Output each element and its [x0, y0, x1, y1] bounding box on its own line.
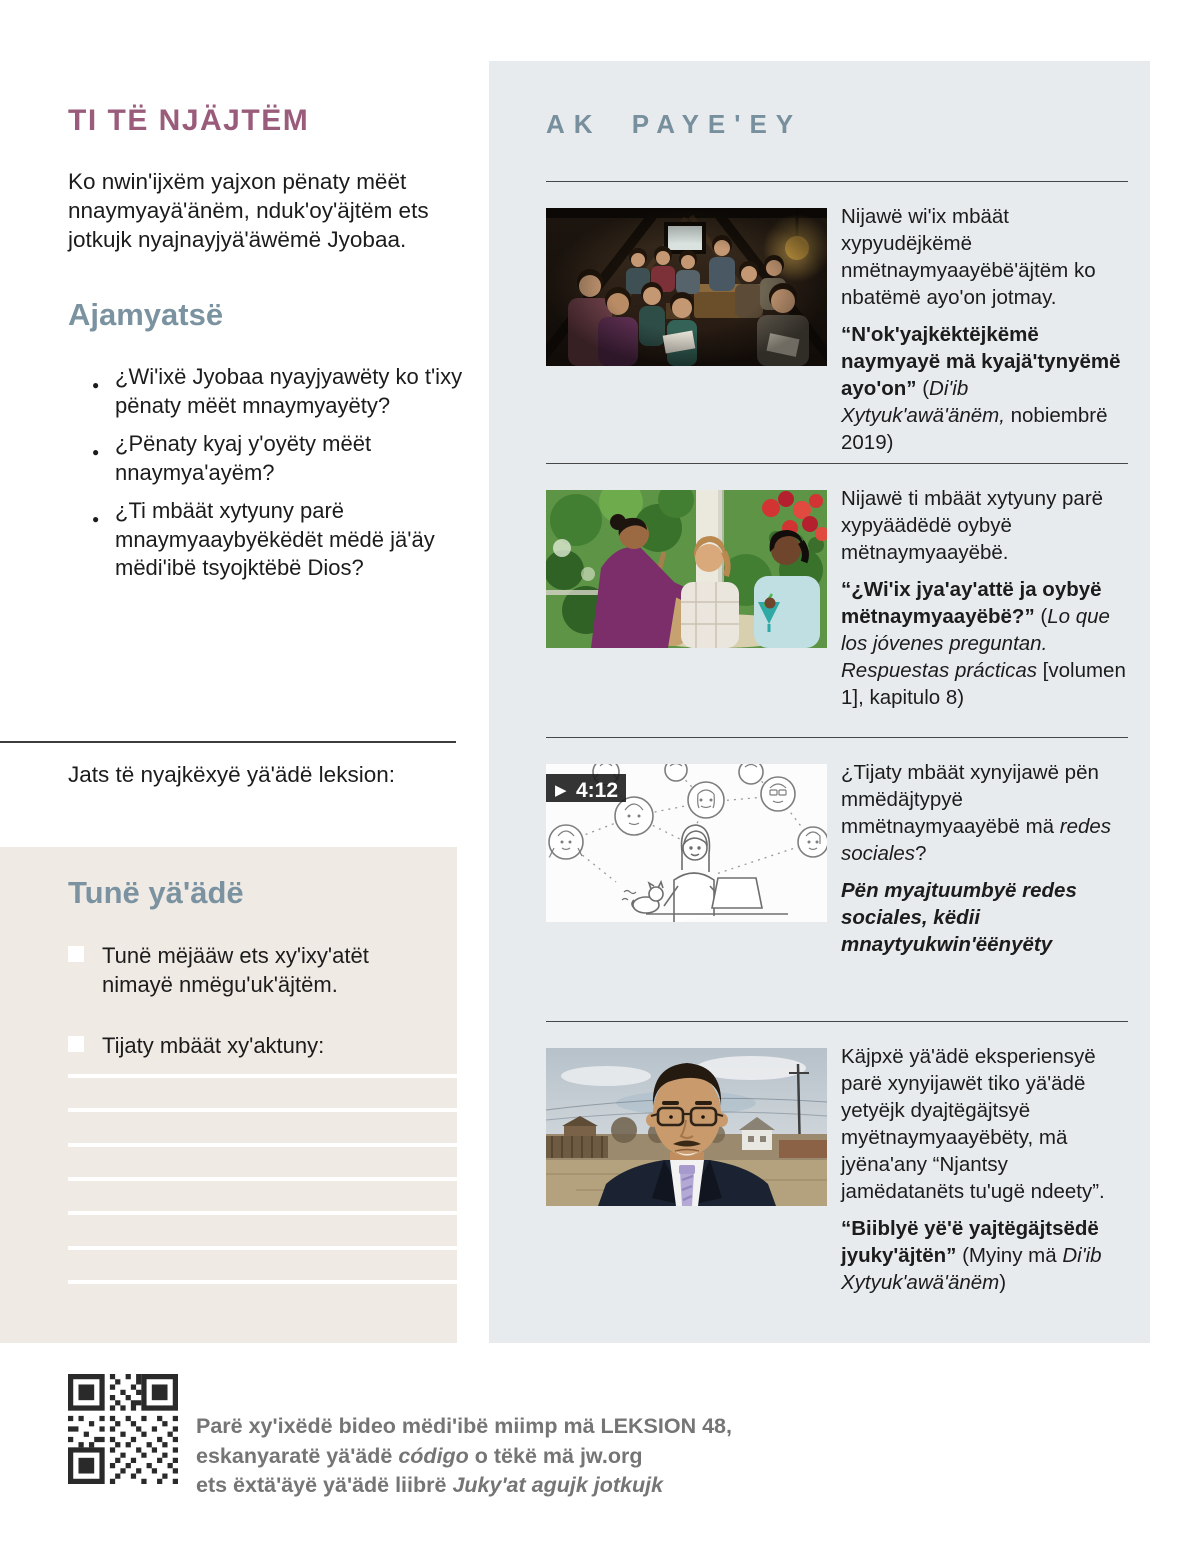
quoted-article-title: “¿Wi'ix jya'ay'attë ja oybyë mëtnaymyaayëbë?”: [841, 578, 1102, 628]
row-4-citation: [841, 1215, 1131, 1296]
highlights-column: [489, 61, 1150, 1343]
video-duration: 4:12: [576, 779, 619, 802]
row-2-text: [841, 485, 1131, 711]
qr-instruction-line-1: Parë xy'ixëdë bideo mëdi'ibë miimp mä LEKSION 48,: [196, 1414, 732, 1438]
cite-open: (Myiny mä: [956, 1244, 1063, 1267]
body-italic: redes sociales: [841, 815, 1112, 865]
lesson-completed-label: Jats të nyajkëxyë yä'ädë leksion:: [68, 762, 395, 787]
write-line[interactable]: [68, 1246, 457, 1250]
todo-item-1-label: Tunë mëjääw ets xy'ixy'atët nimayë nmëgu'uk'äjtëm.: [102, 943, 369, 997]
row-divider: [546, 737, 1128, 738]
write-line[interactable]: [68, 1211, 457, 1215]
row-4-body: Käjpxë yä'ädë eksperiensyë parë xynyijawët tiko yä'ädë yetyëjk dyajtëgäjtsyë myëtnaymyaayëbëty, mä jyëna'any “Njantsy jamëdatanëts tu'ugë ndeety”.: [841, 1045, 1105, 1203]
cite-source-italic: Di'ib Xytyuk'awä'änëm,: [841, 377, 1005, 427]
write-line[interactable]: [68, 1143, 457, 1147]
qr-instruction-line-2: [196, 1442, 756, 1472]
todo-heading: Tunë yä'ädë: [68, 875, 244, 910]
checkbox-apply-item[interactable]: [68, 1036, 84, 1052]
row-divider: [546, 1021, 1128, 1022]
body-pre: ¿Tijaty mbäät xynyijawë pën mmëdäjtypyë mmëtnaymyaayëbë mä: [841, 761, 1099, 838]
row-1-text: [841, 203, 1131, 456]
review-question-2: ● ¿Pënaty kyaj y'oyëty mëët nnaymya'ayëm?: [68, 430, 470, 487]
intro-paragraph: Ko nwin'ijxëm yajxon pënaty mëët nnaymyayä'änëm, nduk'oy'äjtëm ets jotkujk nyajnayjyä'äwëmë Jyobaa.: [68, 169, 429, 252]
write-line[interactable]: [68, 1280, 457, 1284]
write-line[interactable]: [68, 1074, 457, 1078]
row-3-body: [841, 759, 1131, 867]
quoted-article-title: “N'ok'yajkëktëjkëmë naymyayë mä kyajä'tynyëmë ayo'on”: [841, 323, 1121, 400]
row-2-body: Nijawë ti mbäät xytyuny parë xypyäädëdë oybyë mëtnaymyaayëbë.: [841, 487, 1104, 564]
row-3-text: [841, 759, 1131, 958]
cite-rest: ): [999, 1271, 1007, 1294]
attic-meeting-illustration: [546, 208, 827, 366]
qr-instruction-line-3: [196, 1471, 756, 1501]
line3-italic: Juky'at agujk jotkujk: [452, 1473, 664, 1497]
cite-open: (: [916, 377, 930, 400]
video-duration-badge: [546, 774, 626, 802]
video-title: Pën myajtuumbyë redes sociales, këdii mnaytyukwin'ëënyëty: [841, 879, 1077, 956]
cite-rest: [volumen 1], kapitulo 8): [841, 659, 1126, 709]
white-house: [742, 1130, 772, 1150]
cafe-friends-photo: [546, 490, 827, 648]
experience-portrait-illustration: [546, 1048, 827, 1206]
line2-post: o tëkë mä jw.org: [468, 1443, 643, 1468]
row-2-citation: [841, 576, 1131, 711]
review-questions-list: [68, 363, 470, 593]
left-divider: [0, 741, 456, 743]
row-divider: [546, 463, 1128, 464]
write-line[interactable]: [68, 1108, 457, 1112]
cite-open: (: [1034, 605, 1048, 628]
row-divider: [546, 181, 1128, 182]
attic-meeting-photo: [546, 208, 827, 366]
video-thumbnail[interactable]: [546, 764, 827, 922]
qr-instructions: [196, 1412, 756, 1501]
review-heading: Ajamyatsë: [68, 297, 224, 332]
social-network-video-illustration[interactable]: [546, 764, 827, 922]
qr-code: [68, 1374, 178, 1484]
cite-source-italic: Lo que los jóvenes preguntan. Respuestas prácticas: [841, 605, 1110, 682]
row-1-body: Nijawë wi'ix mbäät xypyudëjkëmë nmëtnaymyaayëbë'äjtëm ko nbatëmë ayo'on jotmay.: [841, 205, 1096, 309]
row-4-text: [841, 1043, 1131, 1296]
checkbox-pray-item[interactable]: [68, 946, 84, 962]
cite-rest: nobiembrë 2019): [841, 404, 1108, 454]
review-question-1: ● ¿Wi'ixë Jyobaa nyayjyawëty ko t'ixy pënaty mëët mnaymyayëty?: [68, 363, 470, 420]
experience-portrait-photo: [546, 1048, 827, 1206]
column-heading: AK PAYE'EY: [546, 109, 803, 139]
line3-pre: ets ëxtä'äyë yä'ädë liibrë: [196, 1473, 453, 1497]
line2-pre: eskanyaratë yä'ädë: [196, 1443, 399, 1468]
todo-item-2-label: Tijaty mbäät xy'aktuny:: [102, 1033, 325, 1058]
cite-source-italic: Di'ib Xytyuk'awä'änëm: [841, 1244, 1102, 1294]
line2-italic: código: [398, 1443, 469, 1468]
todo-panel: [0, 847, 457, 1343]
review-question-3: ● ¿Ti mbäät xytyuny parë mnaymyaaybyëkëdët mëdë jä'äy mëdi'ibë tsyojktëbë Dios?: [68, 497, 470, 583]
quoted-video-title: “Biiblyë yë'ë yajtëgäjtsëdë jyuky'äjtën”: [841, 1217, 1099, 1267]
play-icon: ▶: [555, 781, 567, 799]
write-line[interactable]: [68, 1177, 457, 1181]
row-1-citation: [841, 321, 1131, 456]
body-post: ?: [915, 842, 927, 865]
section-title: TI TË NJÄJTËM: [68, 104, 310, 137]
cafe-friends-illustration: [546, 490, 827, 648]
